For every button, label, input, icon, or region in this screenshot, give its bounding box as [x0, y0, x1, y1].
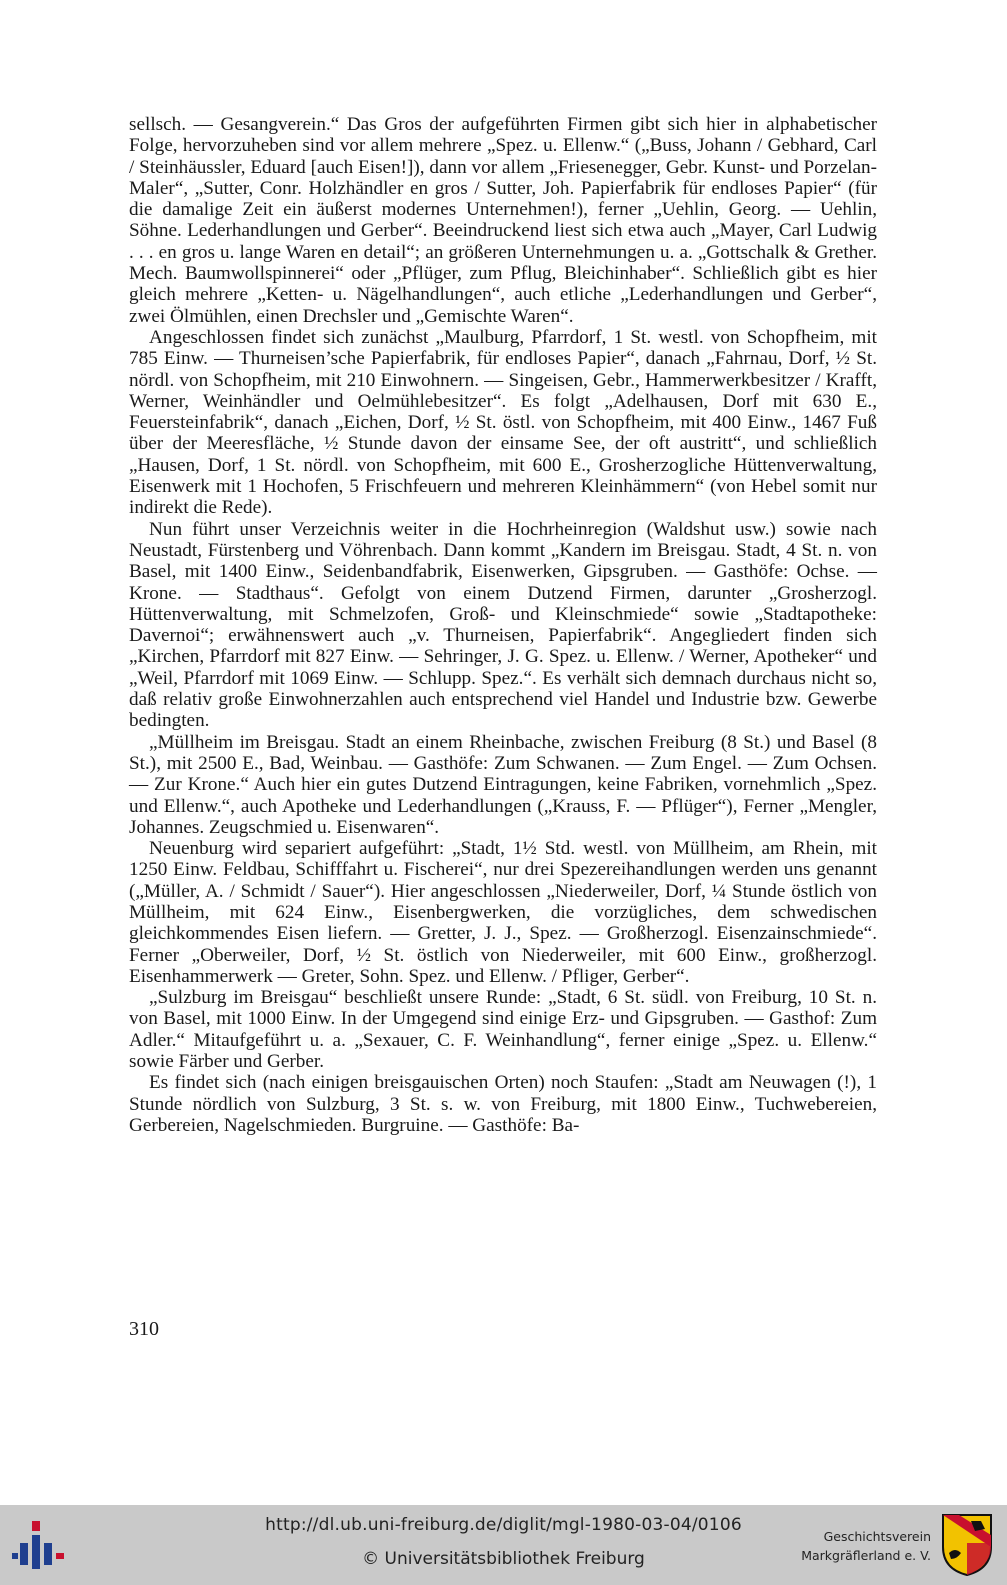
page-number: 310: [129, 1318, 159, 1340]
paragraph: „Sulzburg im Breisgau“ beschließt unsere Runde: „Stadt, 6 St. südl. von Freiburg, 10 St. n. von Basel, mit 1000 Einw. In der Umgegend sind einige Erz- und Gipsgruben. — Gasthof: Zum Adler.“ Mitaufgeführt u. a. „Sexauer, C. F. Weinhandlung“, ferner einige „Spez. u. Ellenw.“ sowie Färber und Gerber.: [129, 987, 877, 1073]
society-name: [801, 1527, 931, 1565]
paragraph: sellsch. — Gesangverein.“ Das Gros der aufgeführten Firmen gibt sich hier in alphabetischer Folge, hervorzuheben sind vor allem mehrere „Spez. u. Ellenw.“ („Buss, Johann / Gebhard, Carl / Steinhäussler, Eduard [auch Eisen!]), dann vor allem „Friesenegger, Gebr. Kunst- und Porzelan-Maler“, „Sutter, Conr. Holzhändler en gros / Sutter, Joh. Papierfabrik für endloses Papier“ (für die damalige Zeit ein äußerst modernes Unternehmen!), ferner „Uehlin, Georg. — Uehlin, Söhne. Lederhandlungen und Gerber“. Beeindruckend liest sich etwa auch „Mayer, Carl Ludwig . . . en gros u. lange Waren en detail“; an größeren Unternehmungen u. a. „Gottschalk & Grether. Mech. Baumwollspinnerei“ oder „Pflüger, zum Pflug, Bleichinhaber“. Schließlich gibt es hier gleich mehrere „Ketten- u. Nägelhandlungen“, auch etliche „Lederhandlungen und Gerber“, zwei Ölmühlen, einen Drechsler und „Gemischte Waren“.: [129, 114, 877, 327]
paragraph: „Müllheim im Breisgau. Stadt an einem Rheinbache, zwischen Freiburg (8 St.) und Basel (8 St.), mit 2500 E., Bad, Weinbau. — Gasthöfe: Zum Schwanen. — Zum Engel. — Zum Ochsen. — Zur Krone.“ Auch hier ein gutes Dutzend Eintragungen, keine Fabriken, vornehmlich „Spez. und Ellenw.“, auch Apotheke und Lederhandlungen („Krauss, F. — Pflüger“), Ferner „Mengler, Johannes. Zeugschmied u. Eisenwaren“.: [129, 731, 877, 838]
copyright-notice: © Universitätsbibliothek Freiburg: [362, 1549, 645, 1569]
society-line: Geschichtsverein: [823, 1529, 931, 1544]
coat-of-arms-icon[interactable]: [941, 1513, 993, 1577]
paragraph: Es findet sich (nach einigen breisgauischen Orten) noch Staufen: „Stadt am Neuwagen (!), 1 Stunde nördlich von Sulzburg, 3 St. s. w. von Freiburg, mit 1800 Einw., Tuchwebereien, Gerbereien, Nagelschmieden. Burgruine. — Gasthöfe: Ba-: [129, 1072, 877, 1136]
paragraph: Neuenburg wird separiert aufgeführt: „Stadt, 1½ Std. westl. von Müllheim, am Rhein, mit 1250 Einw. Feldbau, Schifffahrt u. Fischerei“, nur drei Spezereihandlungen werden uns genannt („Müller, A. / Schmidt / Sauer“). Hier angeschlossen „Niederweiler, Dorf, ¼ Stunde östlich von Müllheim, mit 624 Einw., Eisenbergwerken, die vorzügliches, dem schwedischen gleichkommendes Eisen liefern. — Gretter, J. J., Spez. — Großherzogl. Eisenzainschmiede“. Ferner „Oberweiler, Dorf, ½ St. östlich von Niederweiler, mit 600 Einw., großherzogl. Eisenhammerwerk — Greter, Sohn. Spez. und Ellenw. / Pfliger, Gerber“.: [129, 838, 877, 987]
paragraph: Angeschlossen findet sich zunächst „Maulburg, Pfarrdorf, 1 St. westl. von Schopfheim, mit 785 Einw. — Thurneisen’sche Papierfabrik, für endloses Papier“, danach „Fahrnau, Dorf, ½ St. nördl. von Schopfheim, mit 210 Einwohnern. — Singeisen, Gebr., Hammerwerkbesitzer / Krafft, Werner, Weinhändler und Oelmühlebesitzer“. Es folgt „Adelhausen, Dorf mit 630 E., Feuersteinfabrik“, danach „Eichen, Dorf, ½ St. östl. von Schopfheim, mit 400 Einw., 1467 Fuß über der Meeresfläche, ½ Stunde davon der einsame See, der oft austritt“, und schließlich „Hausen, Dorf, 1 St. nördl. von Schopfheim, mit 600 E., Grosherzogliche Hüttenverwaltung, Eisenwerk mit 1 Hochofen, 5 Frischfeuern und mehreren Kleinhämmern“ (von Hebel somit nur indirekt die Rede).: [129, 326, 877, 519]
viewer-footer: [0, 1505, 1007, 1585]
society-line: Markgräflerland e. V.: [801, 1548, 931, 1563]
paragraph: Nun führt unser Verzeichnis weiter in die Hochrheinregion (Waldshut usw.) sowie nach Neustadt, Fürstenberg und Vöhrenbach. Dann kommt „Kandern im Breisgau. Stadt, 4 St. n. von Basel, mit 1400 Einw., Seidenbandfabrik, Eisenwerken, Gipsgruben. — Gasthöfe: Ochse. — Krone. — Stadthaus“. Gefolgt von einem Dutzend Firmen, darunter „Grosherzogl. Hüttenverwaltung, mit Schmelzofen, Groß- und Kleinschmiede“ sowie „Stadtapotheke: Davernoi“; erwähnenswert auch „v. Thurneisen, Papierfabrik“. Angegliedert finden sich „Kirchen, Pfarrdorf mit 827 Einw. — Sehringer, J. G. Spez. u. Ellenw. / Werner, Apotheker“ und „Weil, Pfarrdorf mit 1069 Einw. — Schlupp. Spez.“. Es verhält sich demnach durchaus nicht so, daß relativ große Einwohnerzahlen auch entsprechend viel Handel und Industrie bzw. Gewerbe bedingten.: [129, 518, 877, 732]
body-text: [129, 114, 877, 1136]
permalink-url[interactable]: http://dl.ub.uni-freiburg.de/diglit/mgl-1980-03-04/0106: [265, 1515, 742, 1535]
